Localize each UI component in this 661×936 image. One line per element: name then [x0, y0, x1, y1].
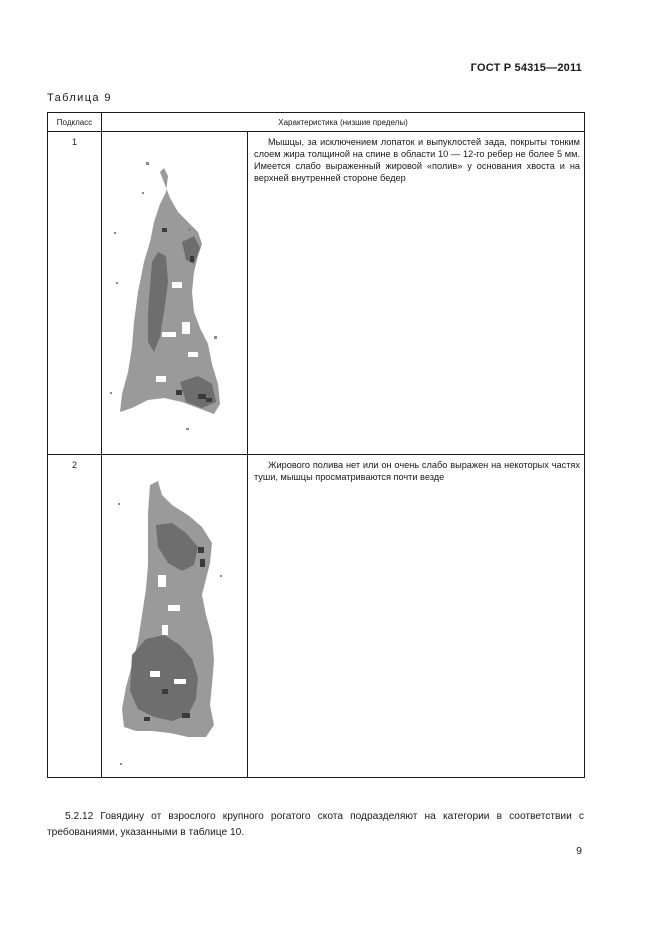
subclass-number: 1	[48, 132, 102, 455]
table-row	[48, 132, 585, 455]
beef-carcass-half-icon	[102, 132, 246, 452]
table-header-row	[48, 113, 585, 132]
beef-carcass-half-icon	[102, 455, 246, 775]
page-number: 9	[576, 845, 582, 857]
subclass-number: 2	[48, 455, 102, 778]
characteristic-text: Жирового полива нет или он очень слабо выражен на некоторых частях туши, мышцы просматриваются почти везде	[248, 455, 585, 778]
document-code: ГОСТ Р 54315—2011	[470, 62, 582, 74]
body-paragraph: 5.2.12 Говядину от взрослого крупного рогатого скота подразделяют на категории в соответствии с требованиями, указанными в таблице 10.	[47, 811, 584, 838]
carcass-image-cell	[102, 132, 248, 455]
carcass-image-cell	[102, 455, 248, 778]
table-row	[48, 455, 585, 778]
header-subclass: Подкласс	[48, 113, 102, 132]
header-characteristic: Характеристика (низшие пределы)	[102, 113, 585, 132]
characteristic-text: Мышцы, за исключением лопаток и выпуклостей зада, покрыты тонким слоем жира толщиной на спине в области 10 — 12-го ребер не более 5 мм. Имеется слабо выраженный жировой «полив» у основания хвоста и на верхней внутренней стороне бедер	[248, 132, 585, 455]
subclass-table	[47, 112, 585, 778]
table-caption: Таблица 9	[47, 92, 112, 104]
